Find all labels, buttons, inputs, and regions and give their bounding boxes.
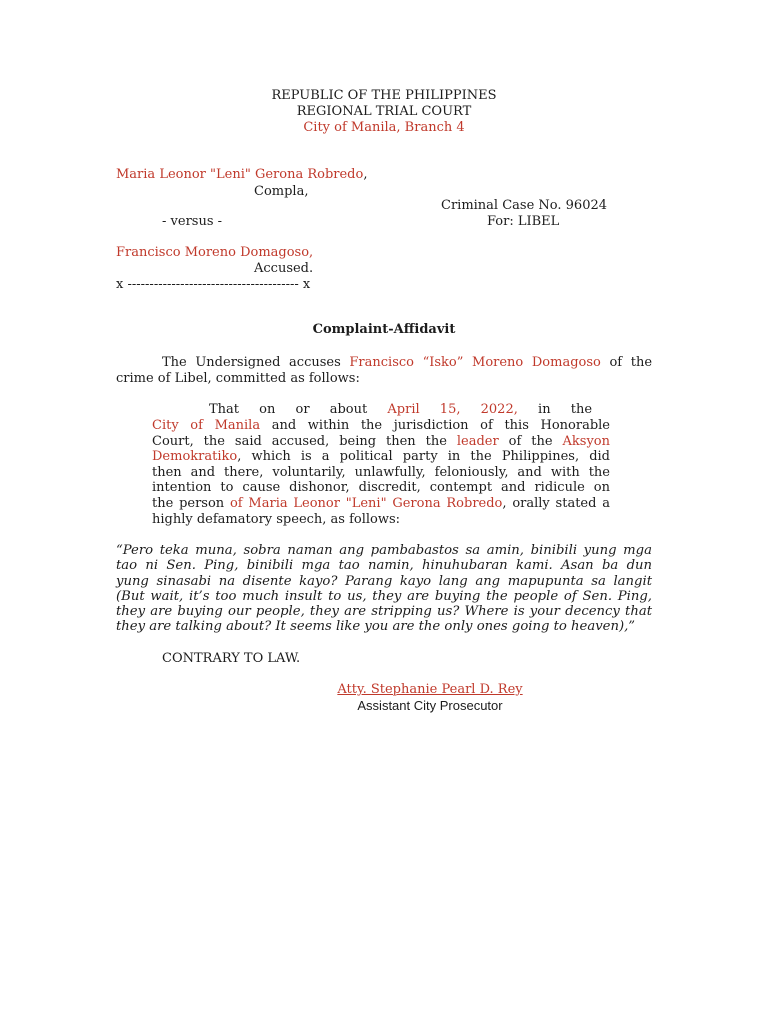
signatory-name: Atty. Stephanie Pearl D. Rey [337,682,523,697]
incident-city: City of Manila [152,418,261,433]
victim-name: of Maria Leonor "Leni" Gerona Robredo [229,496,503,511]
header-republic: REPUBLIC OF THE PHILIPPINES [271,88,497,103]
body-line-1: That on or about April 15, 2022, in the [209,402,593,417]
intro-line-2: crime of Libel, committed as follows: [116,371,360,386]
body-line-6: intention to cause dishonor, discredit, contempt and ridicule on [152,480,610,495]
body-line-2: City of Manila and within the jurisdiction of this Honorable [152,418,611,433]
intro-line-1: The Undersigned accuses Francisco “Isko” Moreno Domagoso of the [162,355,653,370]
intro-accused-name: Francisco “Isko” Moreno Domagoso [349,355,601,370]
case-number: Criminal Case No. 96024 [441,198,608,213]
party-name-part-1: Aksyon [562,434,610,449]
incident-date: April 15, 2022, [387,402,518,417]
header-court: REGIONAL TRIAL COURT [296,104,472,119]
quote-line-5: they are buying our people, they are stripping us? Where is your decency that [116,604,652,619]
leader-word: leader [456,434,499,449]
complainant-name: Maria Leonor "Leni" Gerona Robredo [116,167,364,182]
body-line-4: Demokratiko, which is a political party in the Philippines, did [152,449,610,464]
accused-name: Francisco Moreno Domagoso, [116,245,314,260]
contrary-to-law: CONTRARY TO LAW. [162,651,301,666]
header-branch: City of Manila, Branch 4 [303,120,465,135]
body-line-8: highly defamatory speech, as follows: [152,512,401,527]
body-line-5: then and there, voluntarily, unlawfully, feloniously, and with the [152,465,610,480]
complainant-line [116,167,367,182]
quote-line-1: “Pero teka muna, sobra naman ang pambabastos sa amin, binibili yung mga [116,543,652,558]
versus-label: - versus - [162,214,223,229]
party-name-part-2: Demokratiko [152,449,238,464]
complainant-comma: , [363,167,368,182]
accused-role: Accused. [254,261,314,276]
offense-label: For: LIBEL [487,214,560,229]
quote-line-2: tao ni Sen. Ping, binibili mga tao namin, hinuhubaran kami. Asan ba dun [116,558,652,573]
complainant-role: Compla, [254,184,309,199]
quote-line-4: (But wait, it’s too much insult to us, they are buying the people of Sen. Ping, [116,589,652,604]
signatory-title: Assistant City Prosecutor [357,698,503,713]
caption-separator: x --------------------------------------- x [116,277,311,292]
quote-line-6: they are talking about? It seems like you are the only ones going to heaven),” [116,619,636,634]
document-title: Complaint-Affidavit [312,322,456,337]
quote-line-3: yung sinasabi na disente kayo? Parang kayo lang ang mapupunta sa langit [116,574,652,589]
body-line-3: Court, the said accused, being then the leader of the Aksyon [152,434,610,449]
body-line-7: the person of Maria Leonor "Leni" Gerona Robredo, orally stated a [152,496,610,511]
